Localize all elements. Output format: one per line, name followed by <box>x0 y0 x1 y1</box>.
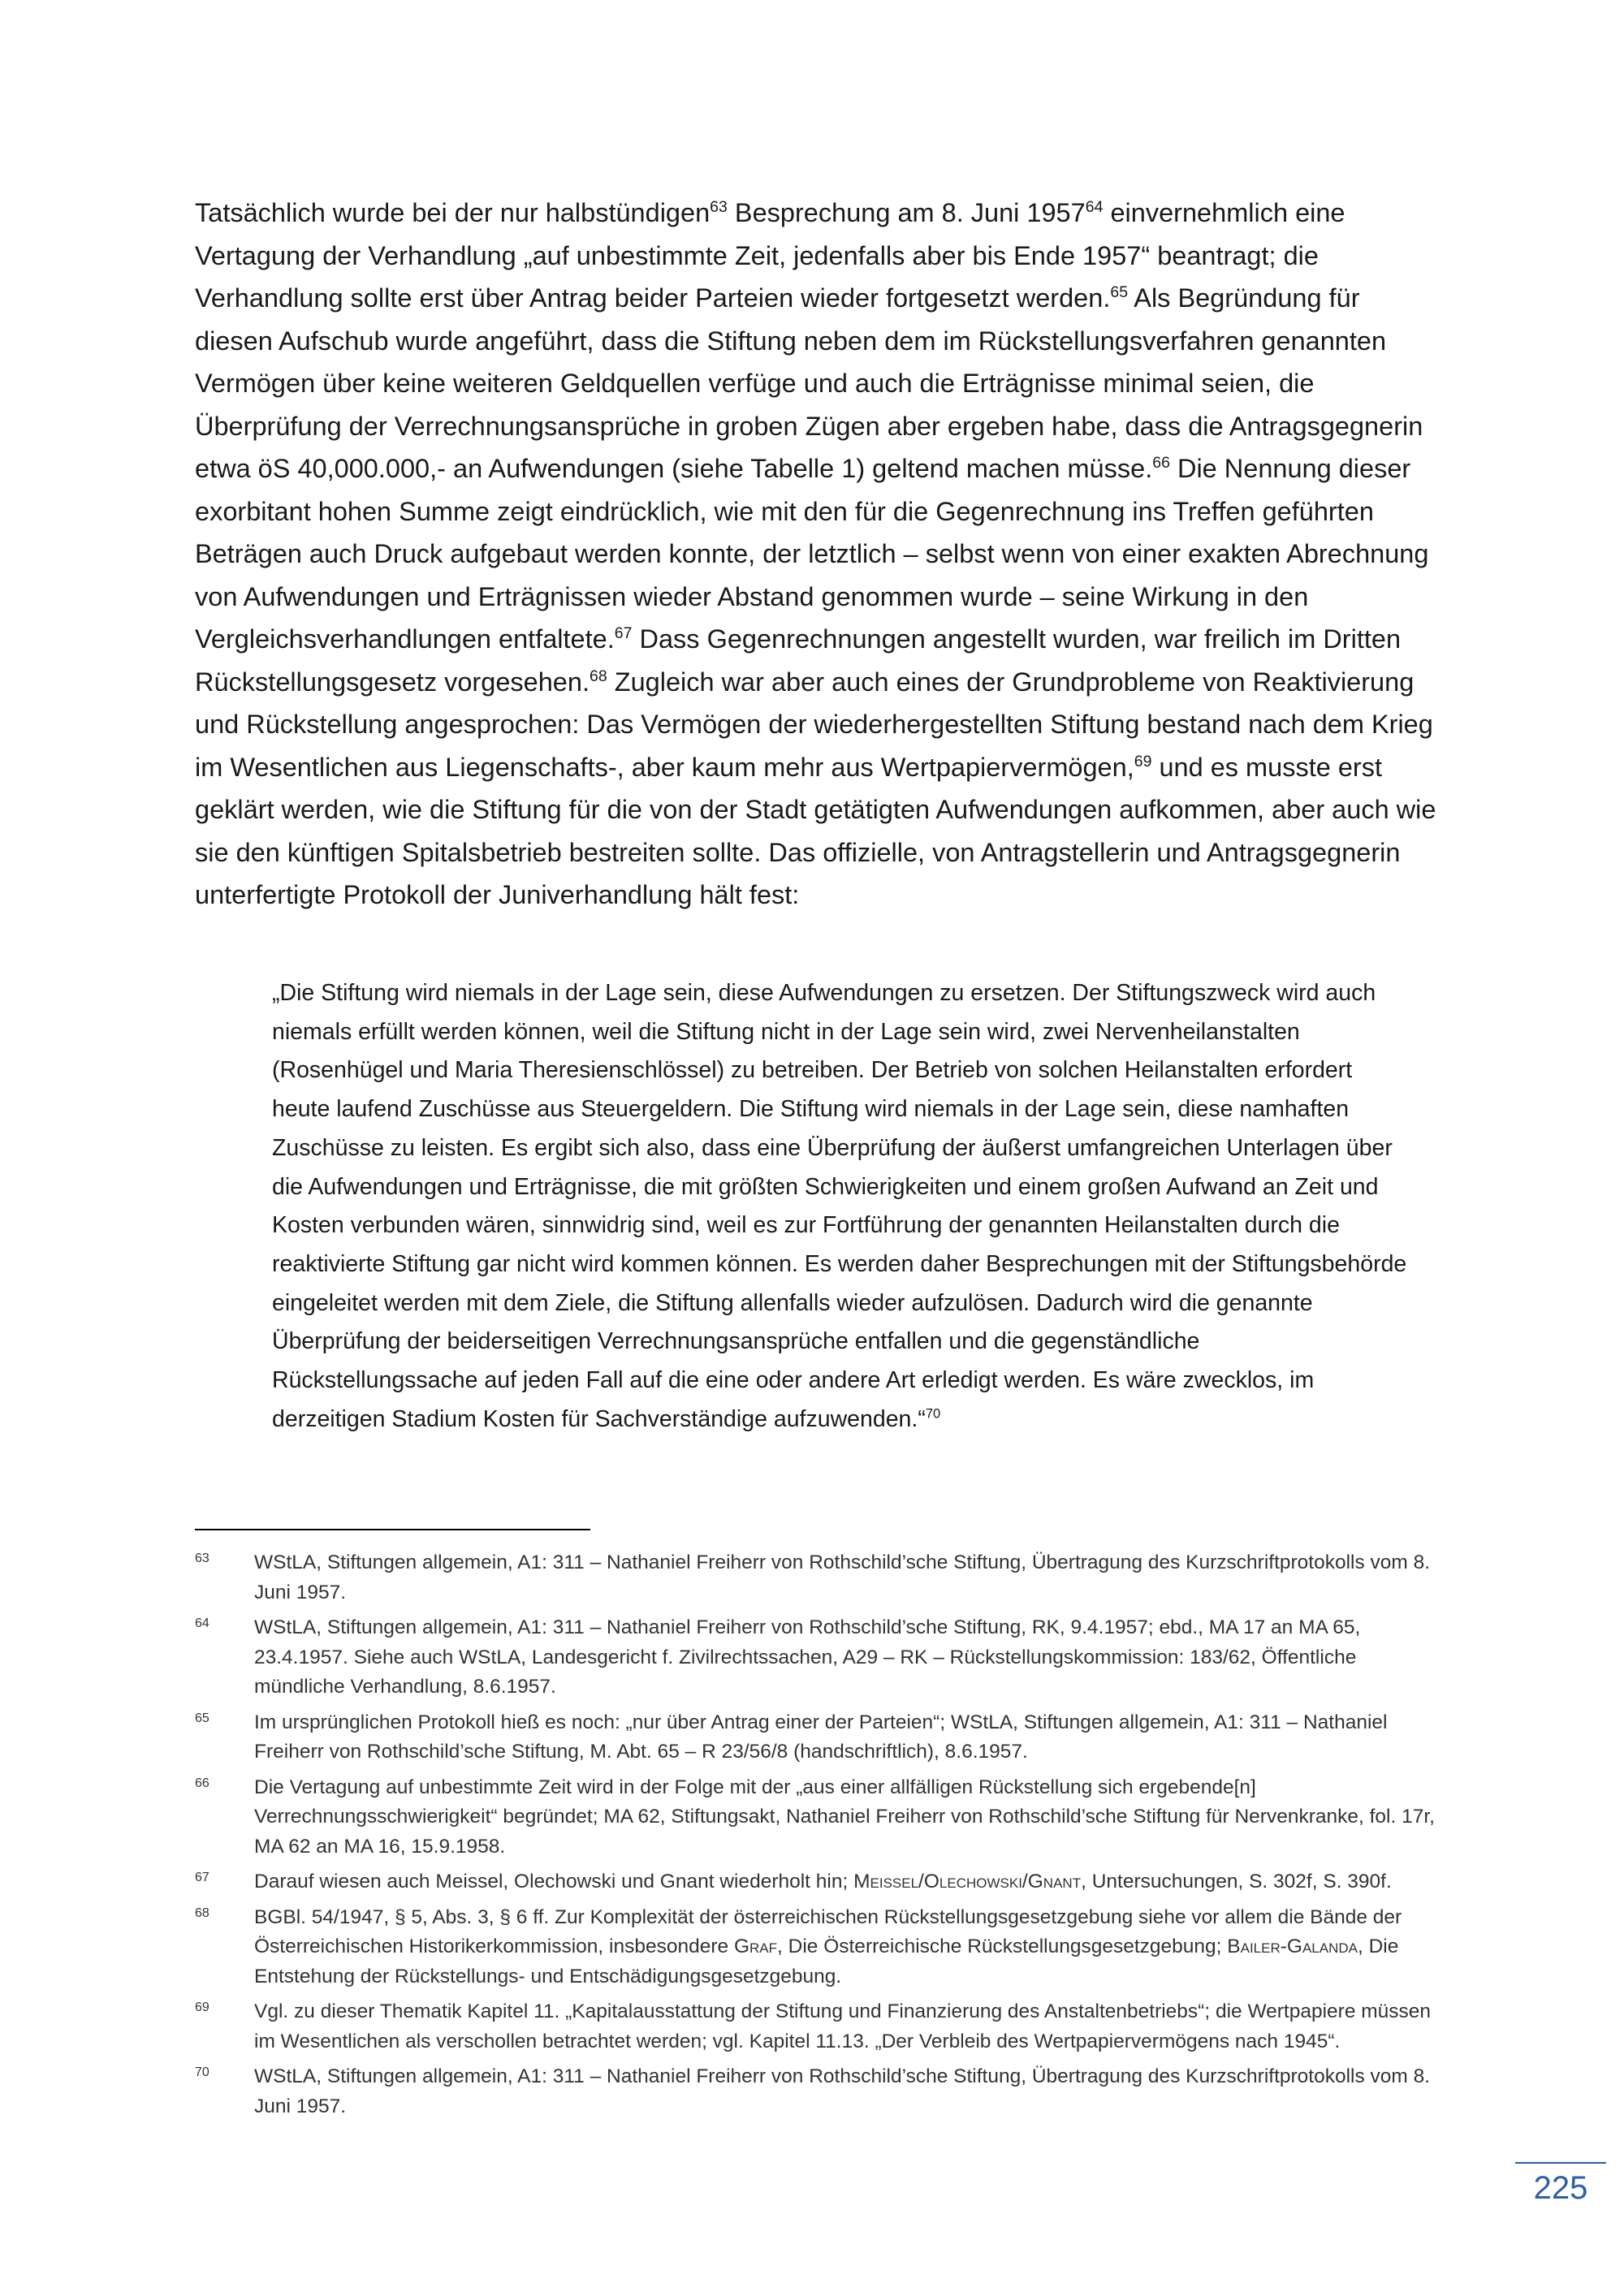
footnote-ref-66[interactable]: 66 <box>1152 454 1170 473</box>
footnote-text: Im ursprünglichen Protokoll hieß es noch: „nur über Antrag einer der Parteien“; WStLA, Stiftungen allgemein, A1: 311 – Nathaniel Freiherr von Rothschild’sche Stiftung, M. Abt. 65 – R 23/56/8 (handschriftlich), 8.6.1957. <box>254 1711 1388 1763</box>
body-paragraph <box>195 192 1437 917</box>
footnote-ref-65[interactable]: 65 <box>1110 283 1129 302</box>
footnote-66 <box>195 1773 1445 1862</box>
footnote-separator <box>195 1529 590 1530</box>
footnote-ref-67[interactable]: 67 <box>614 624 633 643</box>
footnote-69 <box>195 1997 1445 2056</box>
footnote-text-part: , Untersuchungen, S. 302f, S. 390f. <box>1081 1871 1392 1892</box>
footnote-ref-68[interactable]: 68 <box>589 667 607 685</box>
body-text: Die Nennung dieser exorbitant hohen Summe zeigt eindrücklich, wie mit den für die Gegenrechnung ins Treffen geführten Beträgen auch Druck aufgebaut werden konnte, der letztlich – selbst wenn von einer exakten Abrechnung von Aufwendungen und Erträgnissen wieder Abstand genommen wurde – seine Wirkung in den Vergleichsverhandlungen entfaltete. <box>195 454 1429 654</box>
footnote-text: WStLA, Stiftungen allgemein, A1: 311 – Nathaniel Freiherr von Rothschild’sche Stiftung, RK, 9.4.1957; ebd., MA 17 an MA 65, 23.4.1957. Siehe auch WStLA, Landesgericht f. Zivilrechtssachen, A29 – RK – Rückstellungskommission: 183/62, Öffentliche mündliche Verhandlung, 8.6.1957. <box>254 1616 1361 1698</box>
body-text: Als Begründung für diesen Aufschub wurde angeführt, dass die Stiftung neben dem im Rückstellungsverfahren genannten Vermögen über keine weiteren Geldquellen verfüge und auch die Erträgnisse minimal seien, die Überprüfung der Verrechnungsansprüche in groben Zügen aber ergeben habe, dass die Antragsgegnerin etwa öS 40,000.000,- an Aufwendungen (siehe Tabelle 1) geltend machen müsse. <box>195 283 1423 483</box>
footnote-text <box>254 1867 1445 1897</box>
footnote-number: 69 <box>195 2000 209 2014</box>
footnote-number: 67 <box>195 1871 209 1884</box>
footnote-text: WStLA, Stiftungen allgemein, A1: 311 – Nathaniel Freiherr von Rothschild’sche Stiftung, Übertragung des Kurzschriftprotokolls vom 8. Juni 1957. <box>254 1552 1431 1603</box>
footnote-text-part: , Die Entstehung der Rückstellungs- und Entschädigungsgesetzgebung. <box>254 1936 1399 1987</box>
footnote-number: 70 <box>195 2065 209 2079</box>
footnote-67 <box>195 1867 1445 1897</box>
footnote-text: Die Vertagung auf unbestimmte Zeit wird in der Folge mit der „aus einer allfälligen Rückstellung sich ergebende[n] Verrechnungsschwierigkeit“ begründet; MA 62, Stiftungsakt, Nathaniel Freiherr von Rothschild’sche Stiftung für Nervenkranke, fol. 17r, MA 62 an MA 16, 15.9.1958. <box>254 1776 1435 1858</box>
body-text: Dass Gegenrechnungen angestellt wurden, war freilich im Dritten Rückstellungsgesetz vorgesehen. <box>195 624 1402 697</box>
footnotes <box>195 1548 1445 2127</box>
footnote-64 <box>195 1613 1445 1703</box>
footnote-number: 63 <box>195 1552 209 1565</box>
footnote-text <box>254 1903 1445 1992</box>
footnote-number: 66 <box>195 1776 209 1790</box>
footnote-ref-70[interactable]: 70 <box>925 1405 941 1422</box>
footnote-65 <box>195 1708 1445 1767</box>
footnote-text-part: BGBl. 54/1947, § 5, Abs. 3, § 6 ff. Zur Komplexität der österreichischen Rückstellungsgesetzgebung siehe vor allem die Bände der Österreichischen Historikerkommission, insbesondere <box>254 1905 1402 1957</box>
author-name: Bailer-Galanda <box>1227 1936 1358 1957</box>
footnote-ref-69[interactable]: 69 <box>1134 752 1152 770</box>
footnote-63 <box>195 1548 1445 1608</box>
footnote-text-part: Darauf wiesen auch Meissel, Olechowski und Gnant wiederholt hin; <box>254 1871 854 1892</box>
block-quote <box>272 974 1409 1439</box>
footnote-68 <box>195 1903 1445 1992</box>
body-text: Zugleich war aber auch eines der Grundprobleme von Reaktivierung und Rückstellung angesprochen: Das Vermögen der wiederhergestellten Stiftung bestand nach dem Krieg im Wesentlichen aus Liegenschafts-, aber kaum mehr aus Wertpapiervermögen, <box>195 667 1433 782</box>
footnote-number: 68 <box>195 1905 209 1920</box>
page-number-rule <box>1515 2162 1606 2164</box>
footnote-number: 65 <box>195 1711 209 1725</box>
author-name: Graf <box>733 1936 778 1957</box>
body-text: Besprechung am 8. Juni 1957 <box>727 198 1086 227</box>
footnote-text-part: , Die Österreichische Rückstellungsgesetzgebung; <box>777 1936 1228 1957</box>
footnote-text: Vgl. zu dieser Thematik Kapitel 11. „Kapitalausstattung der Stiftung und Finanzierung des Anstaltenbetriebs“; die Wertpapiere müssen im Wesentlichen als verschollen betrachtet werden; vgl. Kapitel 11.13. „Der Verbleib des Wertpapiervermögens nach 1945“. <box>254 2000 1432 2052</box>
footnote-text: WStLA, Stiftungen allgemein, A1: 311 – Nathaniel Freiherr von Rothschild’sche Stiftung, Übertragung des Kurzschriftprotokolls vom 8. Juni 1957. <box>254 2065 1431 2117</box>
author-names: Meissel/Olechowski/Gnant <box>853 1871 1082 1892</box>
body-text: Tatsächlich wurde bei der nur halbstündigen <box>195 198 710 227</box>
footnote-number: 64 <box>195 1616 209 1630</box>
quote-text: „Die Stiftung wird niemals in der Lage sein, diese Aufwendungen zu ersetzen. Der Stiftungszweck wird auch niemals erfüllt werden können, weil die Stiftung nicht in der Lage sein wird, zwei Nervenheilanstalten (Rosenhügel und Maria Theresienschlössel) zu betreiben. Der Betrieb von solchen Heilanstalten erfordert heute laufend Zuschüsse aus Steuergeldern. Die Stiftung wird niemals in der Lage sein, diese namhaften Zuschüsse zu leisten. Es ergibt sich also, dass eine Überprüfung der äußerst umfangreichen Unterlagen über die Aufwendungen und Erträgnisse, die mit größten Schwierigkeiten und einem großen Aufwand an Zeit und Kosten verbunden wären, sinnwidrig sind, weil es zur Fortführung der genannten Heilanstalten durch die reaktivierte Stiftung gar nicht wird kommen können. Es werden daher Besprechungen mit der Stiftungsbehörde eingeleitet werden mit dem Ziele, die Stiftung allenfalls wieder aufzulösen. Dadurch wird die genannte Überprüfung der beiderseitigen Verrechnungsansprüche entfallen und die gegenständliche Rückstellungssache auf jeden Fall auf die eine oder andere Art erledigt werden. Es wäre zwecklos, im derzeitigen Stadium Kosten für Sachverständige aufzuwenden.“ <box>272 980 1407 1432</box>
footnote-ref-64[interactable]: 64 <box>1085 198 1104 217</box>
body-text: und es musste erst geklärt werden, wie die Stiftung für die von der Stadt getätigten Aufwendungen aufkommen, aber auch wie sie den künftigen Spitalsbetrieb bestreiten sollte. Das offizielle, von Antragstellerin und Antragsgegnerin unterfertigte Protokoll der Juniverhandlung hält fest: <box>195 752 1436 909</box>
body-text: einvernehmlich eine Vertagung der Verhandlung „auf unbestimmte Zeit, jedenfalls aber bis Ende 1957“ beantragt; die Verhandlung sollte erst über Antrag beider Parteien wieder fortgesetzt werden. <box>195 198 1345 313</box>
footnote-70 <box>195 2062 1445 2121</box>
footnote-ref-63[interactable]: 63 <box>710 198 728 217</box>
page-number: 225 <box>1533 2170 1588 2206</box>
